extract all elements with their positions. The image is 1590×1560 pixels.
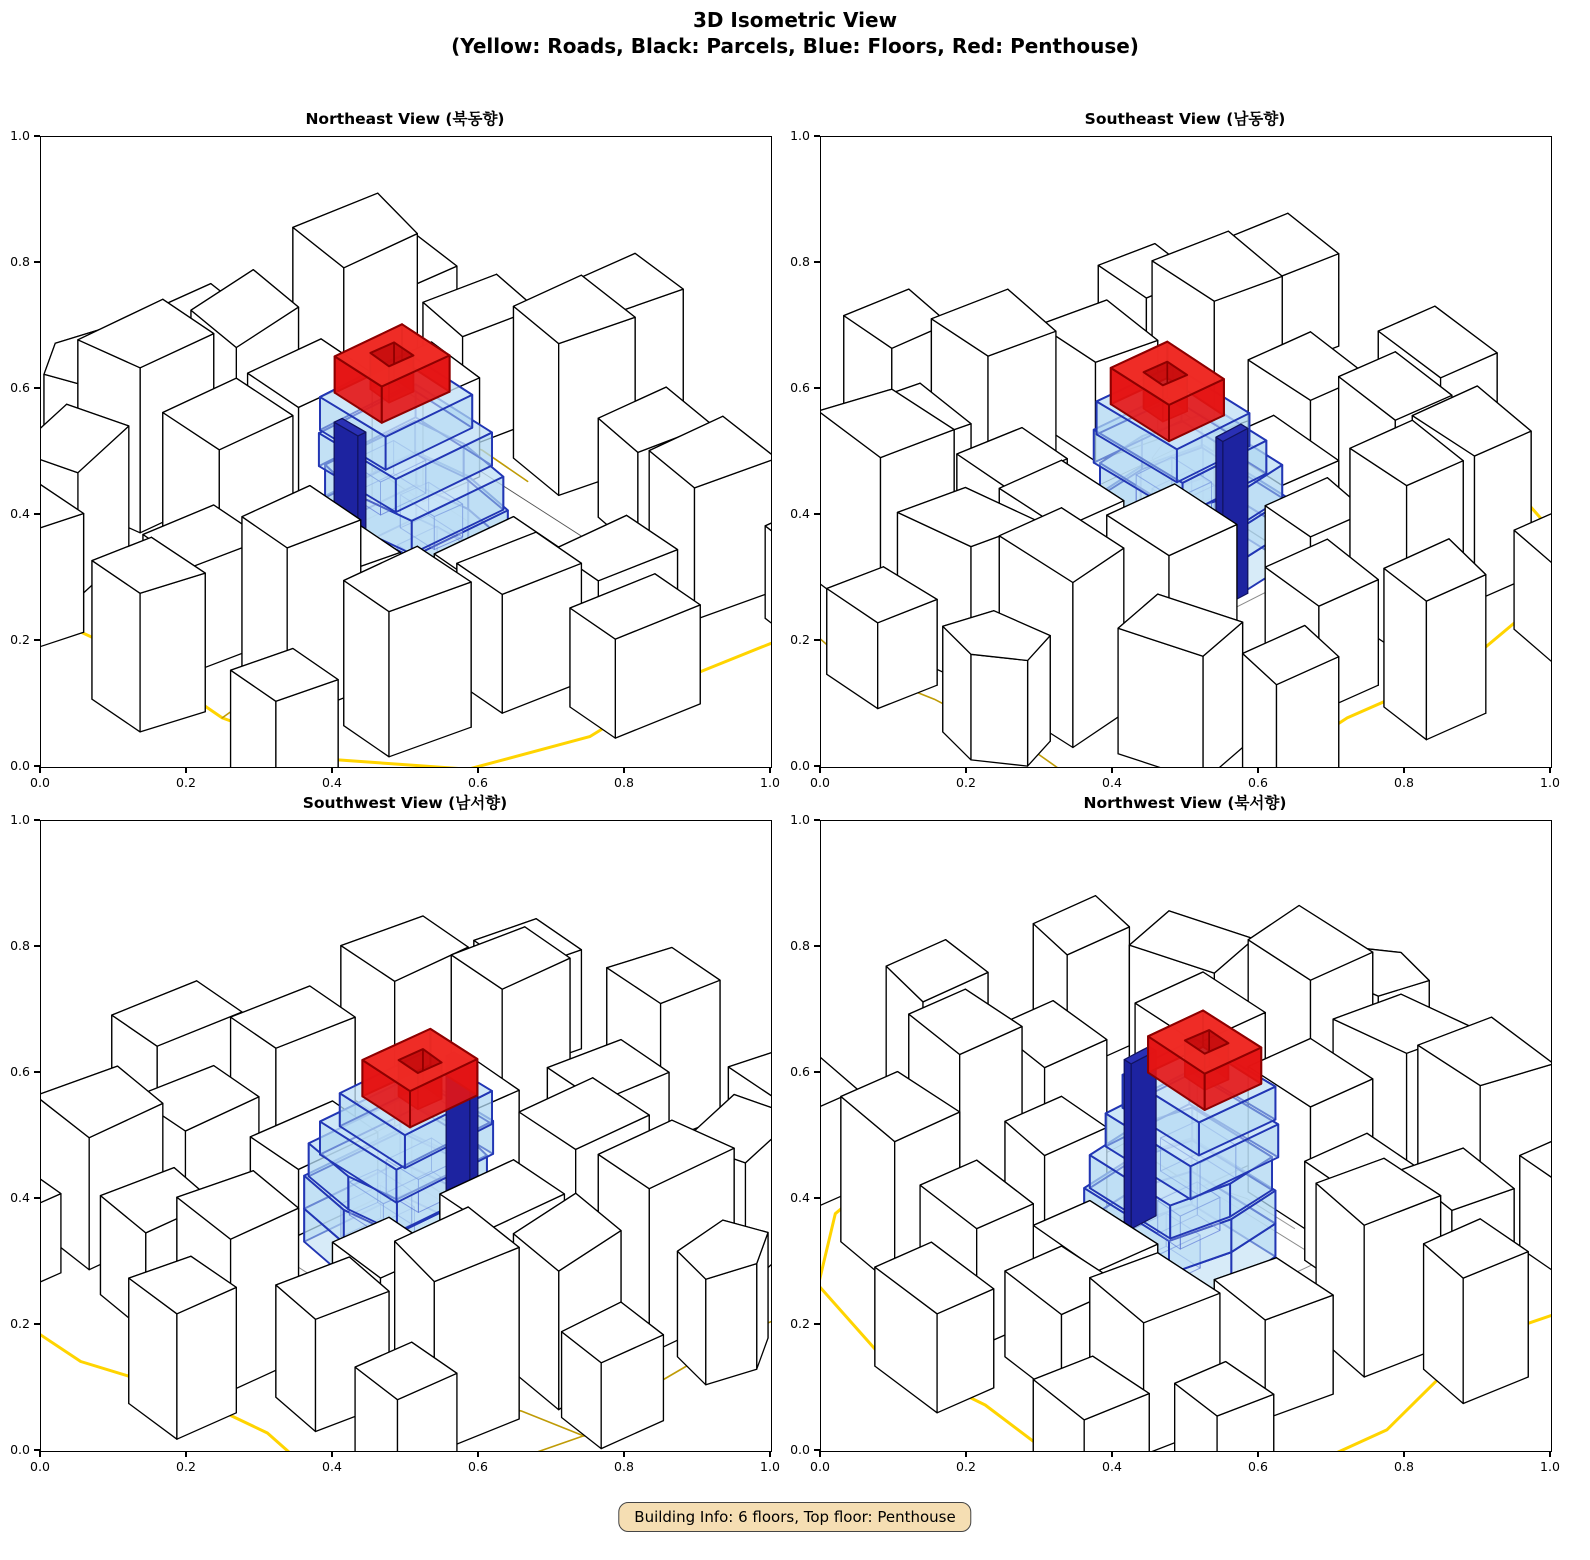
x-tick-label-northwest: 0.8 bbox=[1394, 1459, 1414, 1474]
x-tick-southwest bbox=[623, 1451, 624, 1457]
y-tick-southwest bbox=[34, 1071, 40, 1072]
x-tick-label-northeast: 1.0 bbox=[760, 775, 780, 790]
y-tick-label-southwest: 0.0 bbox=[10, 1442, 30, 1457]
x-tick-label-southwest: 1.0 bbox=[760, 1459, 780, 1474]
x-tick-southeast bbox=[1549, 767, 1550, 773]
y-tick-label-northeast: 0.0 bbox=[10, 758, 30, 773]
plot-area-southeast bbox=[820, 136, 1552, 768]
y-tick-label-southwest: 0.6 bbox=[10, 1064, 30, 1079]
y-tick-southeast bbox=[814, 261, 820, 262]
x-tick-label-northwest: 0.6 bbox=[1248, 1459, 1268, 1474]
x-tick-label-southwest: 0.6 bbox=[468, 1459, 488, 1474]
y-tick-label-southeast: 1.0 bbox=[790, 128, 810, 143]
subplot-title-northwest: Northwest View (북서향) bbox=[1083, 794, 1287, 812]
building-info-box: Building Info: 6 floors, Top floor: Penthouse bbox=[618, 1502, 971, 1532]
y-tick-southwest bbox=[34, 1449, 40, 1450]
y-tick-label-southeast: 0.6 bbox=[790, 380, 810, 395]
x-tick-northwest bbox=[1403, 1451, 1404, 1457]
subplot-title-southwest: Southwest View (남서향) bbox=[302, 794, 508, 812]
y-tick-northwest bbox=[814, 945, 820, 946]
y-tick-label-southwest: 1.0 bbox=[10, 812, 30, 827]
x-tick-southeast bbox=[1403, 767, 1404, 773]
plot-area-southwest bbox=[40, 820, 772, 1452]
y-tick-label-northwest: 0.2 bbox=[790, 1316, 810, 1331]
y-tick-southwest bbox=[34, 945, 40, 946]
x-tick-label-northeast: 0.6 bbox=[468, 775, 488, 790]
x-tick-southeast bbox=[965, 767, 966, 773]
y-tick-southeast bbox=[814, 765, 820, 766]
x-tick-northeast bbox=[331, 767, 332, 773]
y-tick-label-southeast: 0.2 bbox=[790, 632, 810, 647]
subplot-title-southeast: Southeast View (남동향) bbox=[1084, 110, 1286, 128]
y-tick-label-northwest: 0.8 bbox=[790, 938, 810, 953]
y-tick-label-northwest: 0.6 bbox=[790, 1064, 810, 1079]
y-tick-label-northwest: 0.4 bbox=[790, 1190, 810, 1205]
x-tick-northeast bbox=[477, 767, 478, 773]
y-tick-northwest bbox=[814, 819, 820, 820]
x-tick-label-northeast: 0.0 bbox=[30, 775, 50, 790]
y-tick-southwest bbox=[34, 1197, 40, 1198]
x-tick-label-northwest: 0.0 bbox=[810, 1459, 830, 1474]
plot-area-northeast bbox=[40, 136, 772, 768]
x-tick-label-northeast: 0.4 bbox=[322, 775, 342, 790]
plot-area-northwest bbox=[820, 820, 1552, 1452]
y-tick-southeast bbox=[814, 513, 820, 514]
y-tick-southeast bbox=[814, 135, 820, 136]
y-tick-northeast bbox=[34, 765, 40, 766]
figure-title-line2: (Yellow: Roads, Black: Parcels, Blue: Floors, Red: Penthouse) bbox=[451, 34, 1139, 58]
y-tick-label-northeast: 0.4 bbox=[10, 506, 30, 521]
y-tick-northwest bbox=[814, 1197, 820, 1198]
subplot-title-northeast: Northeast View (북동향) bbox=[305, 110, 505, 128]
y-tick-label-northeast: 1.0 bbox=[10, 128, 30, 143]
x-tick-label-southeast: 0.8 bbox=[1394, 775, 1414, 790]
x-tick-northwest bbox=[965, 1451, 966, 1457]
x-tick-label-southeast: 0.0 bbox=[810, 775, 830, 790]
x-tick-southwest bbox=[39, 1451, 40, 1457]
x-tick-northeast bbox=[185, 767, 186, 773]
x-tick-label-southwest: 0.4 bbox=[322, 1459, 342, 1474]
y-tick-northeast bbox=[34, 387, 40, 388]
y-tick-northwest bbox=[814, 1449, 820, 1450]
y-tick-label-southwest: 0.4 bbox=[10, 1190, 30, 1205]
x-tick-label-northeast: 0.8 bbox=[614, 775, 634, 790]
y-tick-label-southwest: 0.8 bbox=[10, 938, 30, 953]
view-canvas-southwest bbox=[41, 821, 771, 1451]
x-tick-southeast bbox=[819, 767, 820, 773]
y-tick-label-northeast: 0.2 bbox=[10, 632, 30, 647]
y-tick-label-northwest: 1.0 bbox=[790, 812, 810, 827]
x-tick-label-northwest: 0.2 bbox=[956, 1459, 976, 1474]
y-tick-northeast bbox=[34, 135, 40, 136]
x-tick-label-northeast: 0.2 bbox=[176, 775, 196, 790]
y-tick-northeast bbox=[34, 513, 40, 514]
x-tick-label-northwest: 1.0 bbox=[1540, 1459, 1560, 1474]
y-tick-label-northwest: 0.0 bbox=[790, 1442, 810, 1457]
y-tick-northeast bbox=[34, 261, 40, 262]
x-tick-northwest bbox=[819, 1451, 820, 1457]
x-tick-northeast bbox=[623, 767, 624, 773]
x-tick-label-southeast: 1.0 bbox=[1540, 775, 1560, 790]
y-tick-northwest bbox=[814, 1071, 820, 1072]
y-tick-northeast bbox=[34, 639, 40, 640]
x-tick-label-southeast: 0.2 bbox=[956, 775, 976, 790]
y-tick-label-southwest: 0.2 bbox=[10, 1316, 30, 1331]
x-tick-southwest bbox=[477, 1451, 478, 1457]
y-tick-southwest bbox=[34, 819, 40, 820]
x-tick-southeast bbox=[1111, 767, 1112, 773]
x-tick-northwest bbox=[1257, 1451, 1258, 1457]
x-tick-northwest bbox=[1549, 1451, 1550, 1457]
y-tick-label-southeast: 0.8 bbox=[790, 254, 810, 269]
x-tick-southwest bbox=[331, 1451, 332, 1457]
view-canvas-northeast bbox=[41, 137, 771, 767]
view-canvas-northwest bbox=[821, 821, 1551, 1451]
y-tick-southeast bbox=[814, 639, 820, 640]
x-tick-label-southwest: 0.2 bbox=[176, 1459, 196, 1474]
x-tick-label-southwest: 0.0 bbox=[30, 1459, 50, 1474]
x-tick-label-southeast: 0.4 bbox=[1102, 775, 1122, 790]
y-tick-label-southeast: 0.0 bbox=[790, 758, 810, 773]
view-canvas-southeast bbox=[821, 137, 1551, 767]
figure-title-line1: 3D Isometric View bbox=[692, 8, 898, 32]
x-tick-southeast bbox=[1257, 767, 1258, 773]
x-tick-southwest bbox=[185, 1451, 186, 1457]
x-tick-label-northwest: 0.4 bbox=[1102, 1459, 1122, 1474]
x-tick-label-southeast: 0.6 bbox=[1248, 775, 1268, 790]
x-tick-label-southwest: 0.8 bbox=[614, 1459, 634, 1474]
y-tick-southwest bbox=[34, 1323, 40, 1324]
y-tick-northwest bbox=[814, 1323, 820, 1324]
y-tick-label-southeast: 0.4 bbox=[790, 506, 810, 521]
y-tick-label-northeast: 0.8 bbox=[10, 254, 30, 269]
x-tick-northwest bbox=[1111, 1451, 1112, 1457]
x-tick-northeast bbox=[39, 767, 40, 773]
y-tick-label-northeast: 0.6 bbox=[10, 380, 30, 395]
y-tick-southeast bbox=[814, 387, 820, 388]
